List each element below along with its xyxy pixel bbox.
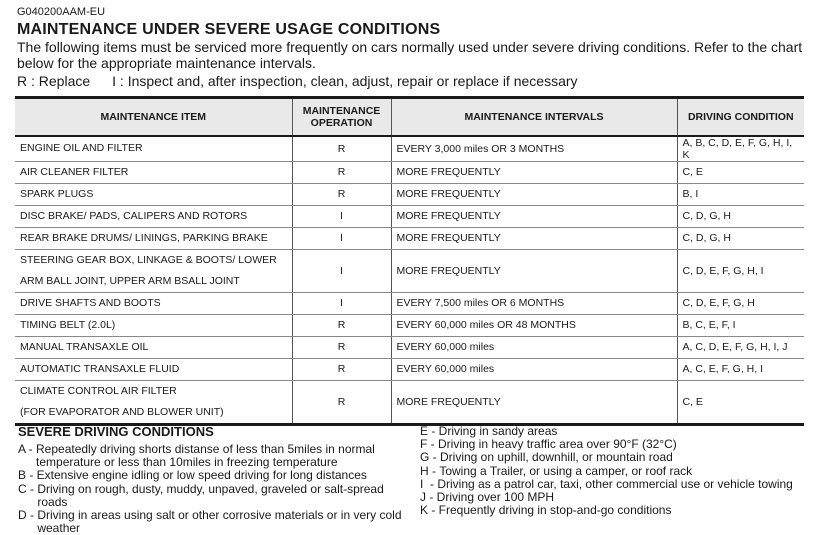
item-line: AUTOMATIC TRANSAXLE FLUID xyxy=(20,362,180,375)
table-row xyxy=(15,314,804,336)
table-row xyxy=(15,161,804,183)
cell-maintenance-item xyxy=(15,336,292,358)
cell-maintenance-item xyxy=(15,314,292,336)
condition-key: G - xyxy=(420,450,440,465)
cell-operation: I xyxy=(292,205,391,227)
cell-maintenance-item xyxy=(15,292,292,314)
header-maintenance-intervals: MAINTENANCE INTERVALS xyxy=(391,98,677,136)
header-maintenance-item: MAINTENANCE ITEM xyxy=(15,98,292,136)
cell-condition: A, C, D, E, F, G, H, I, J xyxy=(677,336,804,358)
item-line: DISC BRAKE/ PADS, CALIPERS AND ROTORS xyxy=(20,209,248,222)
cell-condition: A, B, C, D, E, F, G, H, I, K xyxy=(677,136,804,162)
cell-condition: C, E xyxy=(677,161,804,183)
condition-text: Driving in heavy traffic area over 90°F (32°C) xyxy=(438,437,677,452)
header-driving-condition: DRIVING CONDITION xyxy=(677,98,804,136)
condition-item xyxy=(420,451,820,464)
cell-operation: R xyxy=(292,314,391,336)
table-row xyxy=(15,358,804,380)
severe-conditions-left xyxy=(18,443,408,535)
condition-text: Frequently driving in stop-and-go conditions xyxy=(438,503,672,518)
condition-text: Driving in sandy areas xyxy=(438,424,558,438)
condition-key: D - xyxy=(18,508,38,523)
cell-operation: R xyxy=(292,183,391,205)
cell-interval: EVERY 60,000 miles xyxy=(391,336,677,358)
table-row xyxy=(15,227,804,249)
condition-text: Driving on rough, dusty, muddy, unpaved, graveled or salt-spread roads xyxy=(37,481,384,509)
condition-text: Driving on uphill, downhill, or mountain road xyxy=(440,450,673,465)
cell-maintenance-item xyxy=(15,380,292,424)
table-row xyxy=(15,205,804,227)
table-row xyxy=(15,380,804,424)
condition-item xyxy=(18,443,408,469)
condition-text: Driving as a patrol car, taxi, other commercial use or vehicle towing xyxy=(437,476,793,491)
item-line: REAR BRAKE DRUMS/ LININGS, PARKING BRAKE xyxy=(20,231,268,244)
cell-maintenance-item xyxy=(15,205,292,227)
item-line: ARM BALL JOINT, UPPER ARM BSALL JOINT xyxy=(20,274,240,287)
cell-interval: EVERY 60,000 miles OR 48 MONTHS xyxy=(391,314,677,336)
legend-replace: R : Replace xyxy=(17,73,91,89)
cell-interval: MORE FREQUENTLY xyxy=(391,227,677,249)
cell-interval: MORE FREQUENTLY xyxy=(391,161,677,183)
condition-text: Repeatedly driving shorts distanse of less than 5miles in normal temperature or less than 10miles in freezing temperature xyxy=(36,442,375,470)
item-line: TIMING BELT (2.0L) xyxy=(20,318,116,331)
cell-operation: R xyxy=(292,380,391,424)
cell-interval: MORE FREQUENTLY xyxy=(391,380,677,424)
header-maintenance-operation: MAINTENANCE OPERATION xyxy=(292,98,391,136)
cell-interval: EVERY 7,500 miles OR 6 MONTHS xyxy=(391,292,677,314)
cell-operation: R xyxy=(292,358,391,380)
legend-inspect: I : Inspect and, after inspection, clean, adjust, repair or replace if necessary xyxy=(112,73,578,89)
item-line: SPARK PLUGS xyxy=(20,187,94,200)
cell-condition: C, D, G, H xyxy=(677,227,804,249)
condition-text: Driving over 100 MPH xyxy=(436,490,555,505)
condition-key: C - xyxy=(18,481,38,496)
condition-key: J - xyxy=(420,490,437,505)
severe-conditions-right xyxy=(420,425,820,517)
condition-item xyxy=(18,469,408,482)
cell-interval: MORE FREQUENTLY xyxy=(391,249,677,292)
cell-condition: B, C, E, F, I xyxy=(677,314,804,336)
cell-interval: EVERY 60,000 miles xyxy=(391,358,677,380)
cell-condition: C, D, G, H xyxy=(677,205,804,227)
cell-condition: B, I xyxy=(677,183,804,205)
item-line: (FOR EVAPORATOR AND BLOWER UNIT) xyxy=(20,405,224,418)
cell-interval: EVERY 3,000 miles OR 3 MONTHS xyxy=(391,136,677,162)
cell-operation: R xyxy=(292,136,391,162)
item-line: MANUAL TRANSAXLE OIL xyxy=(20,340,149,353)
cell-operation: I xyxy=(292,292,391,314)
severe-conditions-title: SEVERE DRIVING CONDITIONS xyxy=(18,424,214,439)
cell-maintenance-item xyxy=(15,136,292,162)
cell-condition: A, C, E, F, G, H, I xyxy=(677,358,804,380)
item-line: AIR CLEANER FILTER xyxy=(20,165,129,178)
condition-key: H - xyxy=(420,463,440,478)
condition-key: E - xyxy=(420,424,439,438)
condition-item xyxy=(420,504,820,517)
cell-condition: C, D, E, F, G, H, I xyxy=(677,249,804,292)
cell-interval: MORE FREQUENTLY xyxy=(391,183,677,205)
condition-key: A - xyxy=(18,442,37,456)
condition-text: Driving in areas using salt or other corrosive materials or in very cold weather xyxy=(37,508,402,535)
condition-text: Extensive engine idling or low speed driving for long distances xyxy=(36,468,367,483)
table-row xyxy=(15,136,804,162)
table-row xyxy=(15,336,804,358)
page-title: MAINTENANCE UNDER SEVERE USAGE CONDITIONS xyxy=(17,21,441,38)
cell-maintenance-item xyxy=(15,249,292,292)
cell-maintenance-item xyxy=(15,183,292,205)
cell-operation: R xyxy=(292,161,391,183)
condition-key: F - xyxy=(420,437,438,452)
condition-key: B - xyxy=(18,468,37,483)
cell-condition: C, D, E, F, G, H xyxy=(677,292,804,314)
cell-operation: I xyxy=(292,227,391,249)
condition-item xyxy=(18,483,408,509)
table-row xyxy=(15,292,804,314)
condition-key: I - xyxy=(420,476,438,491)
table-header-row xyxy=(15,98,804,136)
cell-maintenance-item xyxy=(15,358,292,380)
item-line: CLIMATE CONTROL AIR FILTER xyxy=(20,384,177,397)
maintenance-table xyxy=(15,96,804,426)
condition-item xyxy=(18,509,408,535)
item-line: STEERING GEAR BOX, LINKAGE & BOOTS/ LOWER xyxy=(20,253,277,266)
cell-interval: MORE FREQUENTLY xyxy=(391,205,677,227)
intro-paragraph: The following items must be serviced more frequently on cars normally used under severe driving conditions. Refer to the chart below for the appropriate maintenance intervals. xyxy=(17,39,803,71)
condition-item xyxy=(420,465,820,478)
cell-operation: R xyxy=(292,336,391,358)
cell-operation: I xyxy=(292,249,391,292)
condition-text: Towing a Trailer, or using a camper, or roof rack xyxy=(439,463,693,478)
document-code: G040200AAM-EU xyxy=(17,6,106,18)
cell-condition: C, E xyxy=(677,380,804,424)
legend xyxy=(17,73,600,89)
cell-maintenance-item xyxy=(15,227,292,249)
item-line: DRIVE SHAFTS AND BOOTS xyxy=(20,296,161,309)
table-row xyxy=(15,249,804,292)
table-row xyxy=(15,183,804,205)
cell-maintenance-item xyxy=(15,161,292,183)
condition-key: K - xyxy=(420,503,439,518)
item-line: ENGINE OIL AND FILTER xyxy=(20,142,143,154)
